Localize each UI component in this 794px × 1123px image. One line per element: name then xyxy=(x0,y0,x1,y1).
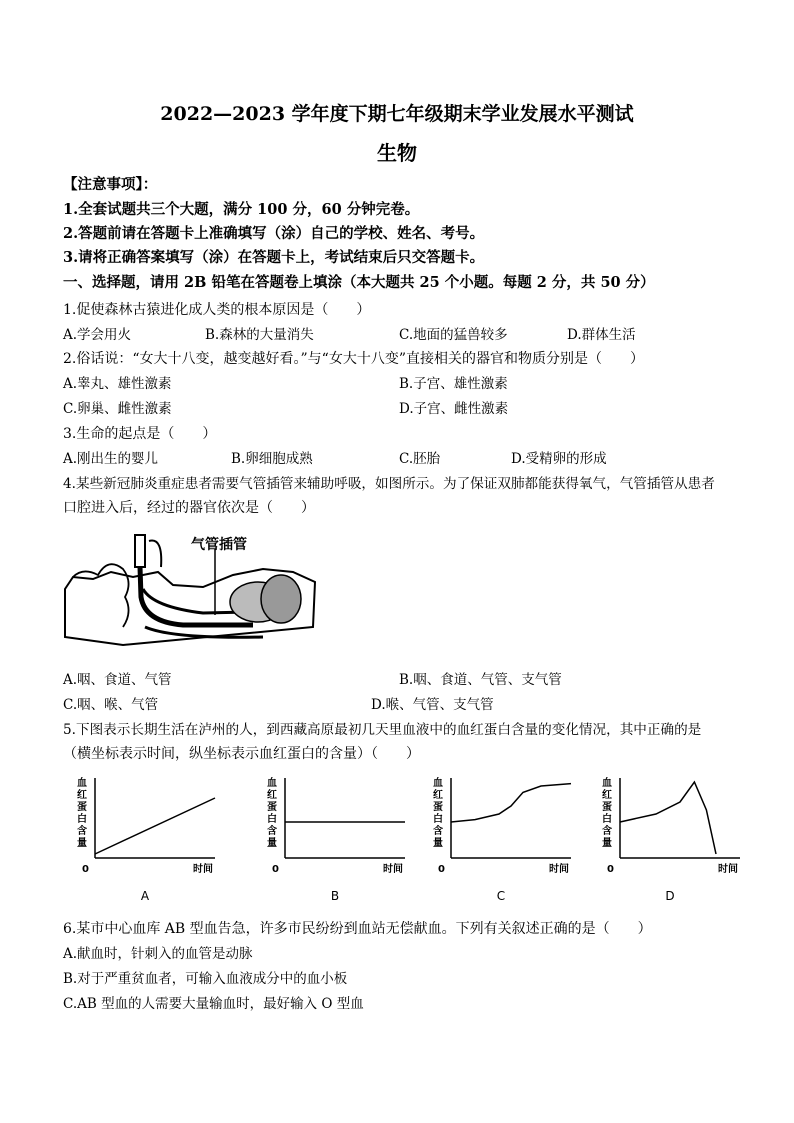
y-axis-label-char: 血 xyxy=(77,778,87,789)
notice-item-3: 3.请将正确答案填写（涂）在答题卡上，考试结束后只交答题卡。 xyxy=(63,249,485,266)
q1-option-d: D.群体生活 xyxy=(567,327,636,343)
y-axis-label-char: 红 xyxy=(602,790,612,801)
q5-charts xyxy=(63,768,738,913)
q4-option-a: A.咽、食道、气管 xyxy=(63,672,172,688)
chart-caption: A xyxy=(140,889,150,903)
tube-bag-line xyxy=(149,541,161,567)
q3-option-c: C.胚胎 xyxy=(399,451,441,467)
y-axis-label-char: 红 xyxy=(433,790,443,801)
lung-right xyxy=(261,575,301,623)
chart-caption: C xyxy=(496,889,506,903)
q3-option-a: A.刚出生的婴儿 xyxy=(63,451,159,467)
y-axis-label-char: 蛋 xyxy=(267,802,277,813)
y-axis-label-char: 蛋 xyxy=(433,802,443,813)
q2-option-d: D.子宫、雌性激素 xyxy=(399,401,509,417)
notice-heading: 【注意事项】： xyxy=(63,176,158,193)
chart-a xyxy=(63,768,223,908)
q6-option-c: C.AB 型血的人需要大量输血时，最好输入 O 型血 xyxy=(63,996,364,1012)
q2-option-b: B.子宫、雄性激素 xyxy=(399,376,508,392)
origin-label: 0 xyxy=(607,864,614,875)
question-6-stem: 6.某市中心血库 AB 型血告急，许多市民纷纷到血站无偿献血。下列有关叙述正确的是（ ） xyxy=(63,921,652,937)
y-axis-label-char: 血 xyxy=(433,778,443,789)
y-axis-label-char: 含 xyxy=(602,826,612,837)
origin-label: 0 xyxy=(438,864,445,875)
chart-c xyxy=(419,768,579,908)
q2-option-c: C.卵巢、雌性激素 xyxy=(63,401,172,417)
chart-d xyxy=(588,768,748,908)
y-axis-label-char: 量 xyxy=(77,838,87,849)
q1-option-a: A.学会用火 xyxy=(63,327,132,343)
exam-title: 2022—2023 学年度下期七年级期末学业发展水平测试 xyxy=(160,103,634,125)
y-axis-label-char: 含 xyxy=(267,826,277,837)
question-5-stem-line-2: （横坐标表示时间，纵坐标表示血红蛋白的含量）（ ） xyxy=(63,746,420,762)
question-4-stem-line-1: 4.某些新冠肺炎重症患者需要气管插管来辅助呼吸，如图所示。为了保证双肺都能获得氧气，气管插管从患者 xyxy=(63,476,715,492)
y-axis-label-char: 红 xyxy=(77,790,87,801)
intubation-figure xyxy=(63,527,323,657)
origin-label: 0 xyxy=(82,864,89,875)
exam-subject: 生物 xyxy=(377,141,417,165)
y-axis-label-char: 量 xyxy=(433,838,443,849)
y-axis-label-char: 量 xyxy=(267,838,277,849)
question-3-stem: 3.生命的起点是（ ） xyxy=(63,426,217,442)
x-axis-label: 时间 xyxy=(193,864,213,875)
x-axis-label: 时间 xyxy=(383,864,403,875)
y-axis-label-char: 白 xyxy=(433,814,443,825)
q1-option-c: C.地面的猛兽较多 xyxy=(399,327,508,343)
q3-option-d: D.受精卵的形成 xyxy=(511,451,607,467)
series-line xyxy=(620,782,716,854)
esophagus xyxy=(145,627,263,637)
y-axis-label-char: 红 xyxy=(267,790,277,801)
chart-b xyxy=(253,768,413,908)
q6-option-a: A.献血时，针刺入的血管是动脉 xyxy=(63,946,253,962)
y-axis-label-char: 血 xyxy=(602,778,612,789)
q4-option-c: C.咽、喉、气管 xyxy=(63,697,159,713)
tube-connector xyxy=(135,535,145,567)
figure-label: 气管插管 xyxy=(191,537,247,553)
y-axis-label-char: 含 xyxy=(433,826,443,837)
y-axis-label-char: 蛋 xyxy=(602,802,612,813)
y-axis-label-char: 含 xyxy=(77,826,87,837)
chart-caption: B xyxy=(330,889,340,903)
notice-item-2: 2.答题前请在答题卡上准确填写（涂）自己的学校、姓名、考号。 xyxy=(63,225,485,242)
question-1-stem: 1.促使森林古猿进化成人类的根本原因是（ ） xyxy=(63,302,371,318)
q4-option-d: D.喉、气管、支气管 xyxy=(371,697,494,713)
x-axis-label: 时间 xyxy=(549,864,569,875)
section-1-heading: 一、选择题，请用 2B 铅笔在答题卷上填涂（本大题共 25 个小题。每题 2 分，共 50 分） xyxy=(63,274,655,291)
series-line xyxy=(95,798,215,854)
y-axis-label-char: 蛋 xyxy=(77,802,87,813)
origin-label: 0 xyxy=(272,864,279,875)
y-axis-label-char: 量 xyxy=(602,838,612,849)
y-axis-label-char: 白 xyxy=(77,814,87,825)
question-4-stem-line-2: 口腔进入后，经过的器官依次是（ ） xyxy=(63,500,315,516)
q3-option-b: B.卵细胞成熟 xyxy=(231,451,313,467)
y-axis-label-char: 血 xyxy=(267,778,277,789)
y-axis-label-char: 白 xyxy=(602,814,612,825)
q6-option-b: B.对于严重贫血者，可输入血液成分中的血小板 xyxy=(63,971,348,987)
x-axis-label: 时间 xyxy=(718,864,738,875)
notice-item-1: 1.全套试题共三个大题，满分 100 分，60 分钟完卷。 xyxy=(63,201,420,218)
question-2-stem: 2.俗话说：“女大十八变，越变越好看。”与“女大十八变”直接相关的器官和物质分别是（ ） xyxy=(63,351,644,367)
q4-option-b: B.咽、食道、气管、支气管 xyxy=(399,672,562,688)
question-5-stem-line-1: 5.下图表示长期生活在泸州的人，到西藏高原最初几天里血液中的血红蛋白含量的变化情况，其中正确的是 xyxy=(63,722,702,738)
q1-option-b: B.森林的大量消失 xyxy=(205,327,314,343)
series-line xyxy=(451,784,571,822)
y-axis-label-char: 白 xyxy=(267,814,277,825)
chart-caption: D xyxy=(665,889,675,903)
q2-option-a: A.睾丸、雄性激素 xyxy=(63,376,172,392)
